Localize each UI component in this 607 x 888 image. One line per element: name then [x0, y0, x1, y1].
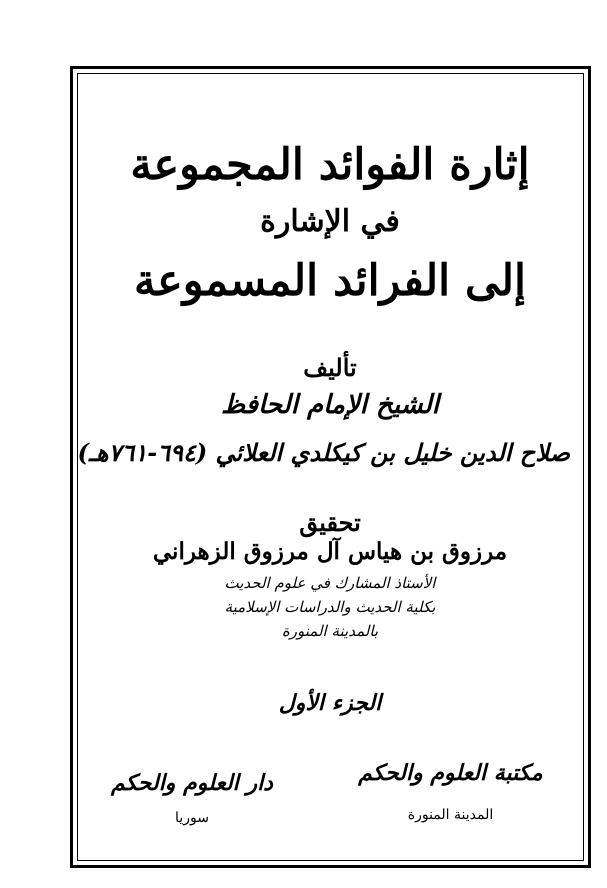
inner-border	[77, 73, 584, 861]
editor-position-line: بالمدينة المنورة	[281, 622, 379, 640]
author-title: الشيخ الإمام الحافظ	[220, 390, 440, 420]
publisher-left-name: دار العلوم والحكم	[111, 770, 273, 796]
editor-label: تحقيق	[299, 508, 361, 537]
editor-position-line: الأستاذ المشارك في علوم الحديث	[224, 574, 436, 592]
publisher-right-city: المدينة المنورة	[407, 807, 494, 823]
author-name: صلاح الدين خليل بن كيكلدي العلائي (٦٩٤-٧٦١هـ)	[77, 438, 570, 467]
book-title-line-1: إثارة الفوائد المجموعة	[130, 140, 530, 190]
book-title-line-2: في الإشارة	[260, 204, 400, 239]
editor-name: مرزوق بن هياس آل مرزوق الزهراني	[152, 538, 508, 565]
volume-label: الجزء الأول	[278, 690, 382, 716]
publisher-left-city: سوريا	[175, 810, 209, 826]
editor-position-line: بكلية الحديث والدراسات الإسلامية	[224, 598, 436, 616]
book-title-line-3: إلى الفرائد المسموعة	[134, 256, 526, 306]
author-label: تأليف	[303, 353, 357, 382]
publisher-right-name: مكتبة العلوم والحكم	[358, 760, 543, 786]
